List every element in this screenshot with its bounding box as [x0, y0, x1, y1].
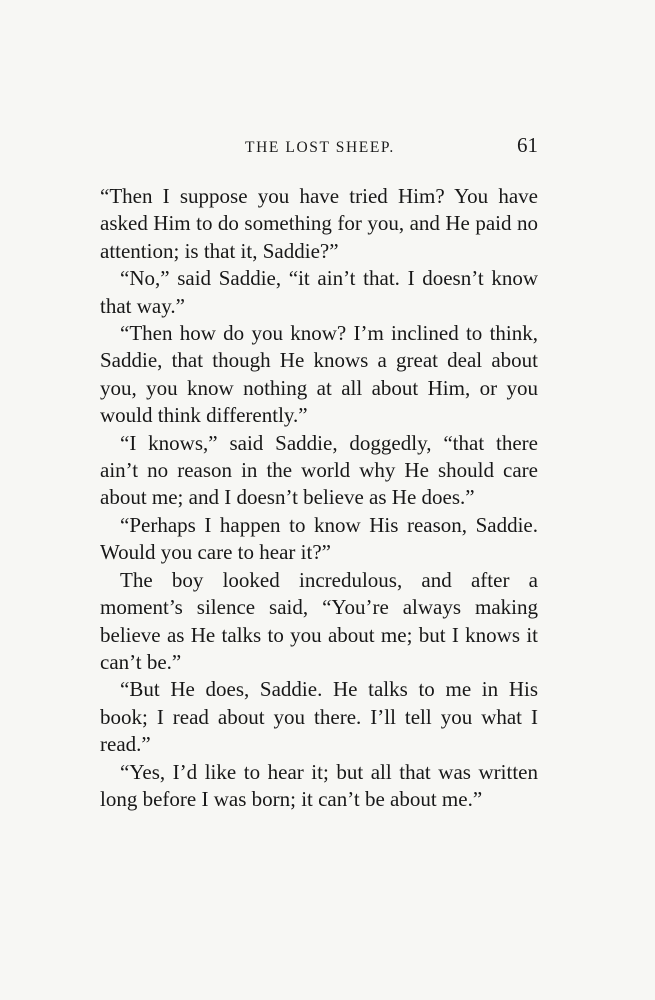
running-title: THE LOST SHEEP. — [245, 139, 395, 156]
paragraph: “I knows,” said Saddie, doggedly, “that there ain’t no reason in the world why He should care about me; and I doesn’t believe as He does.” — [100, 430, 538, 510]
paragraph: “Perhaps I happen to know His reason, Saddie. Would you care to hear it?” — [100, 512, 538, 565]
paragraph: “No,” said Saddie, “it ain’t that. I doesn’t know that way.” — [100, 266, 538, 318]
running-head — [100, 133, 538, 163]
body-text — [100, 183, 538, 813]
paragraph: The boy looked incredulous, and after a moment’s silence said, “You’re always making believe as He talks to you about me; but I knows it can’t be.” — [100, 567, 538, 674]
paragraph: “Yes, I’d like to hear it; but all that was written long before I was born; it can’t be about me.” — [100, 759, 538, 811]
page-number: 61 — [517, 133, 538, 157]
paragraph: “Then I suppose you have tried Him? You have asked Him to do something for you, and He paid no attention; is that it, Saddie?” — [100, 184, 538, 263]
paragraph: “But He does, Saddie. He talks to me in His book; I read about you there. I’ll tell you what I read.” — [100, 677, 538, 757]
paragraph: “Then how do you know? I’m inclined to think, Saddie, that though He knows a great deal about you, you know nothing at all about Him, or you would think differently.” — [100, 321, 538, 428]
